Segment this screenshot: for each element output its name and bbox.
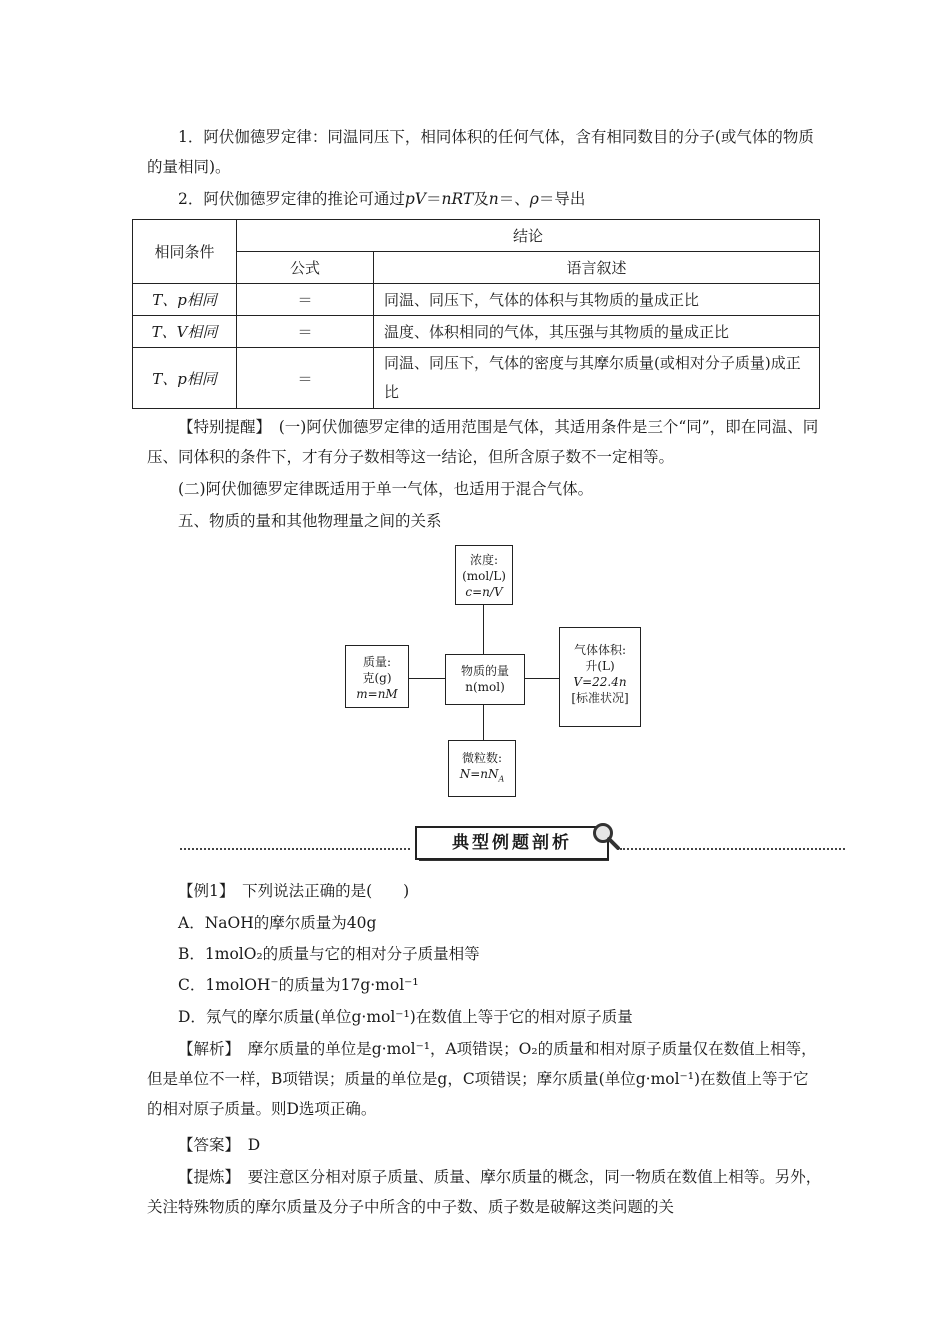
header-statement: 语言叙述 bbox=[374, 252, 820, 284]
paragraph-avogadro-inference bbox=[147, 184, 823, 214]
box-gas-volume bbox=[559, 627, 641, 727]
row-condition: T、V相同 bbox=[133, 316, 237, 348]
equation-rho-rest: ＝导出 bbox=[538, 190, 586, 208]
inference-prefix: 2．阿伏伽德罗定律的推论可通过 bbox=[178, 190, 405, 208]
section-banner bbox=[180, 822, 845, 862]
option-b: B．1molO₂的质量与它的相对分子质量相等 bbox=[178, 945, 480, 963]
box-concentration bbox=[455, 545, 513, 605]
particle-formula bbox=[449, 766, 515, 787]
connector-left bbox=[409, 678, 445, 679]
concentration-formula: c=n/V bbox=[465, 585, 503, 599]
example-question-text: 下列说法正确的是( ) bbox=[226, 882, 410, 900]
connector-right bbox=[525, 678, 559, 679]
amount-unit: n(mol) bbox=[465, 680, 505, 694]
mass-formula: m=nM bbox=[356, 687, 398, 701]
paragraph-avogadro-law: 1．阿伏伽德罗定律：同温同压下，相同体积的任何气体，含有相同数目的分子(或气体的物质的量相同)。 bbox=[147, 128, 814, 176]
particle-formula-sub: A bbox=[498, 774, 505, 784]
particle-formula-main: N=nN bbox=[459, 767, 499, 781]
amount-label: 物质的量 bbox=[460, 664, 509, 678]
row-statement: 温度、体积相同的气体，其压强与其物质的量成正比 bbox=[374, 316, 820, 348]
box-amount-of-substance bbox=[445, 654, 525, 705]
volume-condition: [标准状况] bbox=[571, 691, 629, 705]
volume-formula: V=22.4n bbox=[573, 675, 627, 689]
row-condition: T、p相同 bbox=[133, 348, 237, 409]
equation-n-rest: ＝、 bbox=[498, 190, 530, 208]
row-formula: ＝ bbox=[237, 348, 374, 409]
answer-paragraph: 【答案】 D bbox=[178, 1136, 261, 1154]
special-reminder-2: (二)阿伏伽德罗定律既适用于单一气体，也适用于混合气体。 bbox=[178, 480, 594, 498]
concentration-label: 浓度: bbox=[469, 553, 499, 567]
row-statement: 同温、同压下，气体的密度与其摩尔质量(或相对分子质量)成正比 bbox=[374, 348, 820, 409]
banner-dots-left bbox=[180, 848, 410, 850]
particle-label: 微粒数: bbox=[461, 751, 503, 765]
avogadro-inference-table bbox=[132, 219, 820, 409]
table-row bbox=[133, 348, 820, 409]
section-five-title: 五、物质的量和其他物理量之间的关系 bbox=[178, 512, 442, 530]
equation-n: n bbox=[488, 190, 499, 208]
connector-bottom bbox=[483, 704, 484, 740]
option-a: A．NaOH的摩尔质量为40g bbox=[178, 914, 377, 932]
analysis-paragraph: 【解析】 摩尔质量的单位是g·mol⁻¹，A项错误；O₂的质量和相对原子质量仅在数值上相等，但是单位不一样，B项错误；质量的单位是g，C项错误；摩尔质量(单位g·mol⁻¹)在数值上等于它的相对原子质量。则D选项正确。 bbox=[147, 1040, 817, 1118]
inference-and: 及 bbox=[473, 190, 489, 208]
equation-rho: ρ bbox=[529, 190, 539, 208]
row-formula: ＝ bbox=[237, 316, 374, 348]
volume-unit: 升(L) bbox=[585, 659, 615, 673]
table-row bbox=[133, 284, 820, 316]
option-c: C．1molOH⁻的质量为17g·mol⁻¹ bbox=[178, 976, 419, 994]
option-d: D．氖气的摩尔质量(单位g·mol⁻¹)在数值上等于它的相对原子质量 bbox=[178, 1008, 633, 1026]
header-condition: 相同条件 bbox=[133, 220, 237, 284]
special-reminder-1: 【特别提醒】 (一)阿伏伽德罗定律的适用范围是气体，其适用条件是三个“同”，即在同温、同压、同体积的条件下，才有分子数相等这一结论，但所含原子数不一定相等。 bbox=[147, 418, 819, 466]
equation-equals: ＝ bbox=[426, 190, 442, 208]
example-label: 【例1】 bbox=[178, 882, 227, 900]
equation-nrt: nRT bbox=[441, 190, 474, 208]
table-row bbox=[133, 316, 820, 348]
example-question bbox=[147, 876, 823, 906]
banner-dots-right bbox=[620, 848, 845, 850]
mass-unit: 克(g) bbox=[362, 671, 392, 685]
row-condition: T、p相同 bbox=[133, 284, 237, 316]
box-mass bbox=[345, 645, 409, 708]
concentration-unit: (mol/L) bbox=[462, 569, 506, 583]
equation-pv: pV bbox=[404, 190, 426, 208]
box-particle-number bbox=[448, 740, 516, 797]
row-formula: ＝ bbox=[237, 284, 374, 316]
banner-title: 典型例题剖析 bbox=[415, 826, 609, 860]
tip-paragraph: 【提炼】 要注意区分相对原子质量、质量、摩尔质量的概念，同一物质在数值上相等。另外，关注特殊物质的摩尔质量及分子中所含的中子数、质子数是破解这类问题的关 bbox=[147, 1168, 822, 1216]
header-conclusion: 结论 bbox=[237, 220, 820, 252]
connector-top bbox=[483, 604, 484, 654]
header-formula: 公式 bbox=[237, 252, 374, 284]
magnifier-icon bbox=[592, 822, 620, 850]
mass-label: 质量: bbox=[362, 655, 392, 669]
volume-label: 气体体积: bbox=[573, 643, 627, 657]
row-statement: 同温、同压下，气体的体积与其物质的量成正比 bbox=[374, 284, 820, 316]
